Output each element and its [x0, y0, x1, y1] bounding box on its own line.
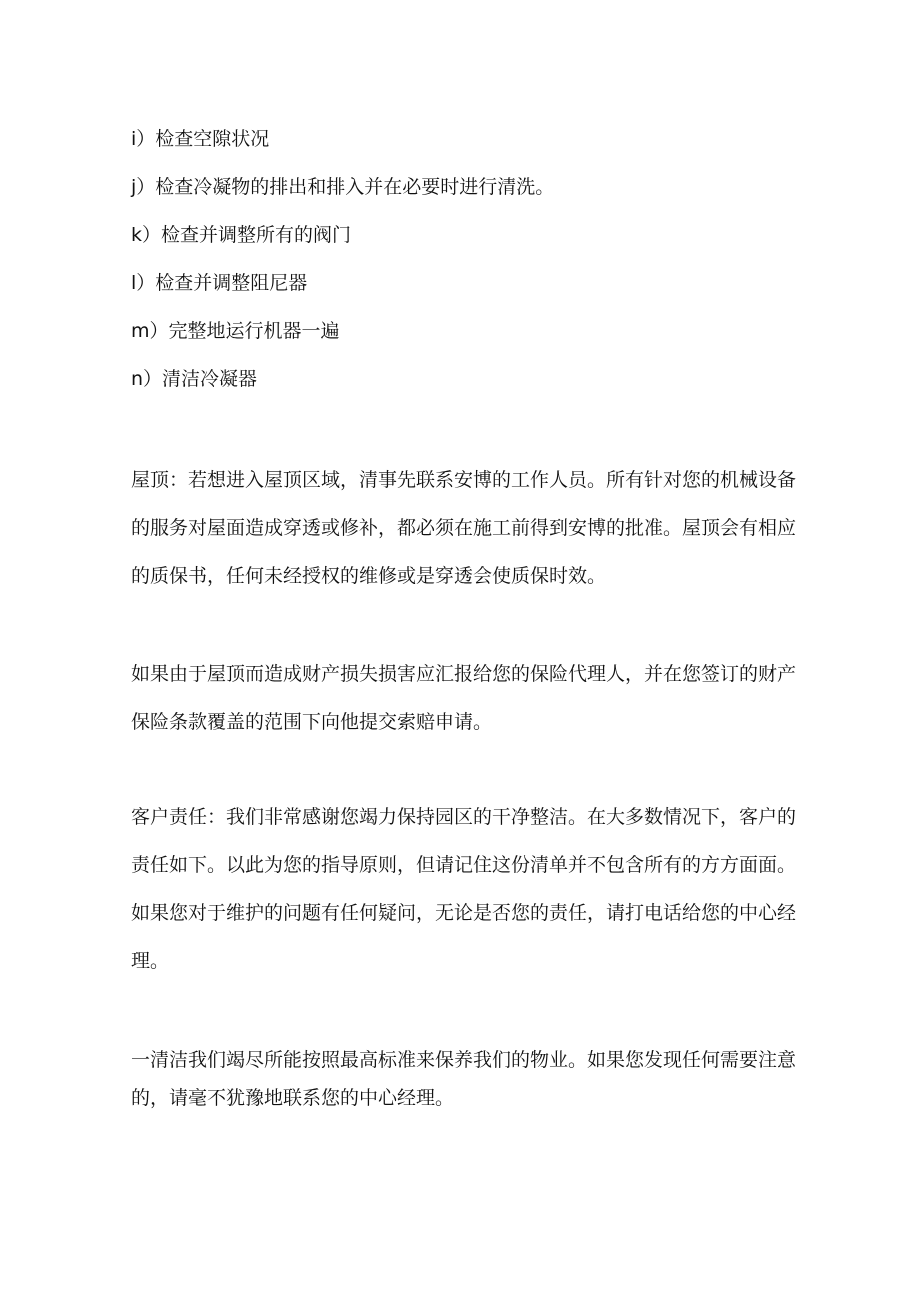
roof-paragraph: 屋顶：若想进入屋顶区域，清事先联系安博的工作人员。所有针对您的机械设备的服务对屋面造成穿透或修补，都必须在施工前得到安博的批准。屋顶会有相应的质保书，任何未经授权的维修或是穿透会使质保时效。 — [131, 469, 797, 587]
list-item: i）检查空隙状况 — [131, 128, 270, 150]
list-item: j）检查冷凝物的排出和排入并在必要时进行清洗。 — [131, 176, 555, 198]
list-item: m）完整地运行机器一遍 — [131, 320, 340, 342]
property-damage-paragraph: 如果由于屋顶而造成财产损失损害应汇报给您的保险代理人，并在您签订的财产保险条款覆盖的范围下向他提交索赔申请。 — [131, 663, 797, 733]
list-item: l）检查并调整阻尼器 — [131, 272, 308, 294]
cleaning-paragraph: 一清洁我们竭尽所能按照最高标准来保养我们的物业。如果您发现任何需要注意的，请毫不犹豫地联系您的中心经理。 — [131, 1049, 797, 1109]
customer-responsibility-paragraph: 客户责任：我们非常感谢您竭力保持园区的干净整洁。在大多数情况下，客户的责任如下。以此为您的指导原则，但请记住这份清单并不包含所有的方方面面。如果您对于维护的问题有任何疑问，无论是否您的责任，请打电话给您的中心经理。 — [131, 806, 797, 972]
list-item: n）清洁冷凝器 — [131, 368, 258, 390]
list-item: k）检查并调整所有的阀门 — [131, 224, 352, 246]
maintenance-checklist — [131, 124, 831, 412]
